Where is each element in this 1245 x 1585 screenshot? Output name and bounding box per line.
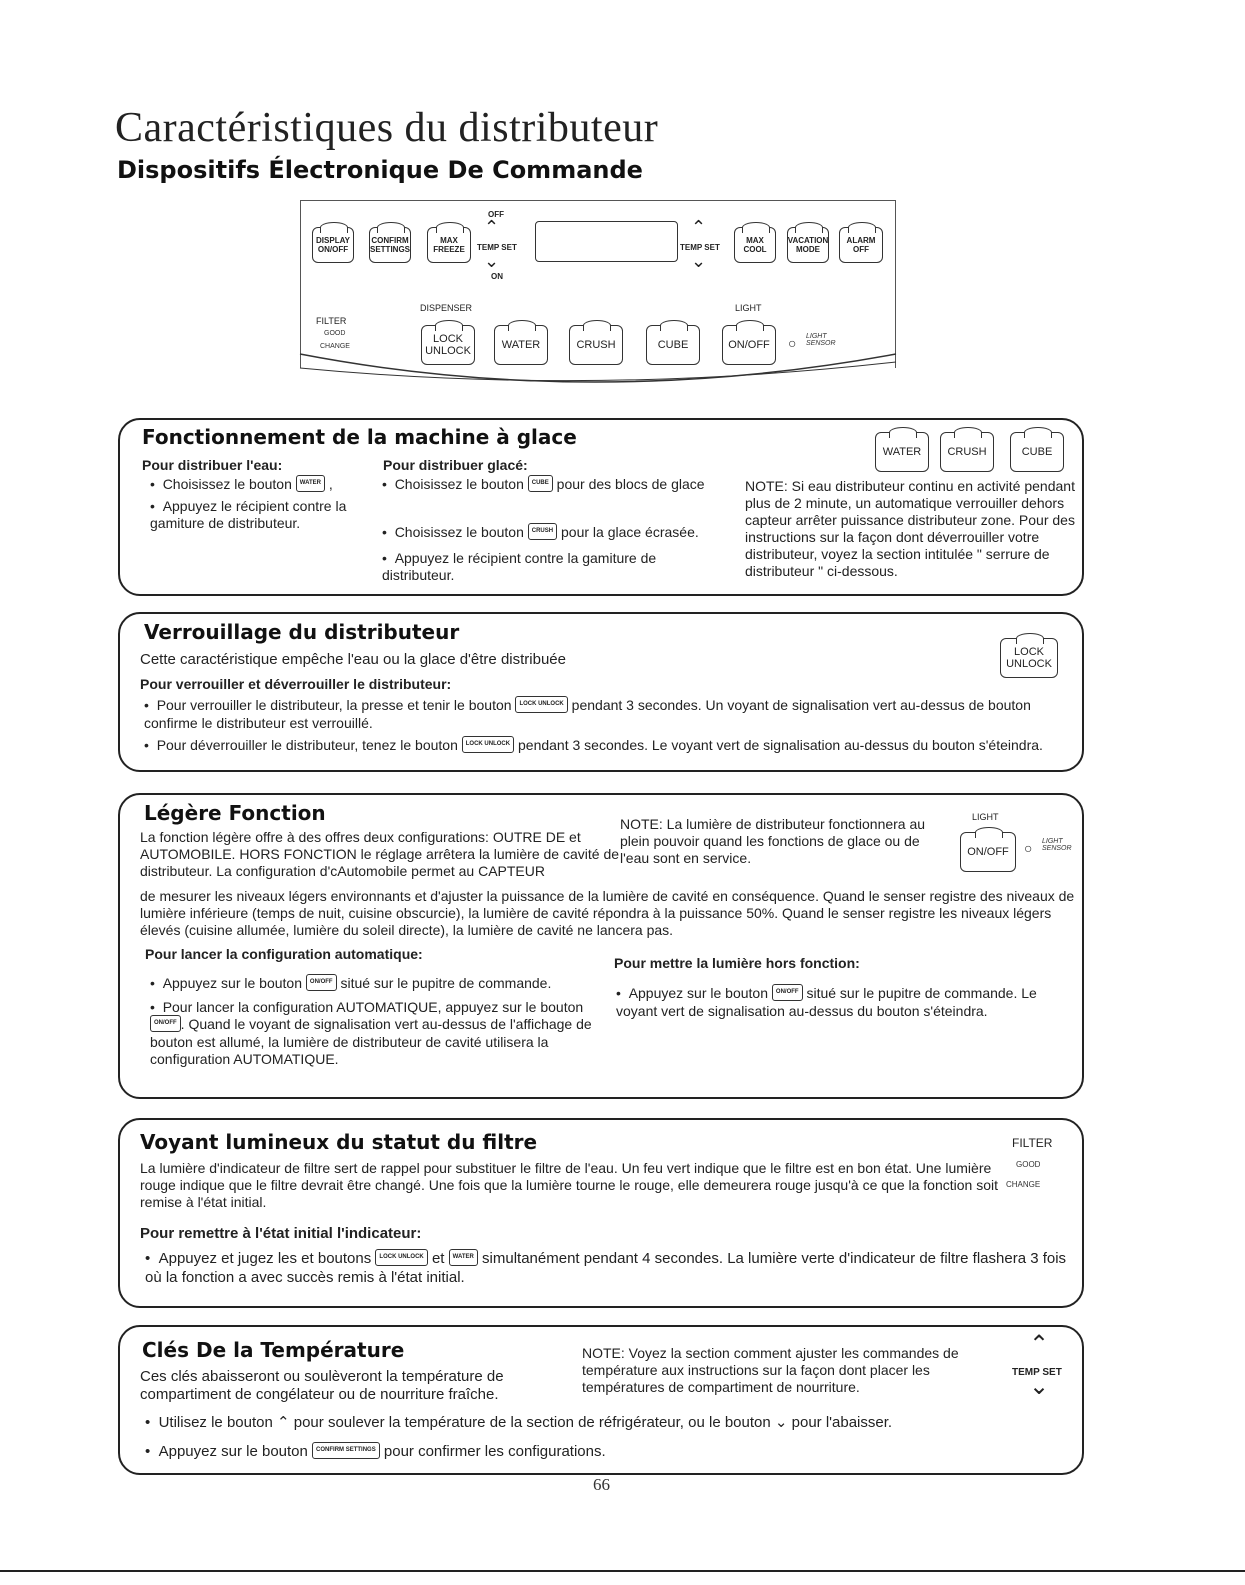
dispenser-lock-bullet-1: • Pour verrouiller le distributeur, la presse et tenir le bouton LOCK UNLOCK pendant 3 secondes. Un voyant de signalisation vert au-dessus de bouton confirme le distributeur est verrouillé. bbox=[144, 697, 1031, 731]
lock-unlock-icon: LOCK UNLOCK bbox=[375, 1249, 427, 1266]
page-subtitle: Dispositifs Électronique De Commande bbox=[117, 156, 643, 184]
light-sensor-icon: ○ bbox=[1024, 840, 1033, 856]
section-dispenser-lock-heading: Verrouillage du distributeur bbox=[144, 620, 460, 644]
cube-button[interactable]: CUBE bbox=[646, 325, 700, 365]
good-label: GOOD bbox=[324, 330, 346, 337]
dispenser-label: DISPENSER bbox=[420, 303, 473, 313]
light-function-paragraph-1: La fonction légère offre à des offres deux configurations: OUTRE DE et AUTOMOBILE. HORS FONCTION le réglage arrêtera la lumière de cavité de distributeur. La configuration d'cAutomobile permet au CAPTEUR bbox=[140, 829, 620, 879]
lock-unlock-icon: LOCK UNLOCK bbox=[1000, 638, 1058, 678]
section-ice-machine-heading: Fonctionnement de la machine à glace bbox=[142, 425, 577, 449]
temperature-keys-bullet-1: • Utilisez le bouton ⌃ pour soulever la température de la section de réfrigérateur, ou le bouton ⌄ pour l'abaisser. bbox=[145, 1414, 893, 1431]
ice-bullet-3: • Appuyez le récipient contre la gamiture de distributeur. bbox=[382, 550, 657, 583]
down-arrow-icon[interactable]: ⌄ bbox=[691, 251, 707, 271]
good-label: GOOD bbox=[1016, 1160, 1041, 1169]
crush-icon: CRUSH bbox=[528, 523, 557, 540]
section-filter-status-heading: Voyant lumineux du statut du filtre bbox=[140, 1130, 538, 1154]
filter-label: FILTER bbox=[1012, 1136, 1053, 1150]
change-label: CHANGE bbox=[320, 343, 350, 350]
vacation-mode-button[interactable]: VACATION MODE bbox=[787, 227, 829, 263]
filter-reset-title: Pour remettre à l'état initial l'indicateur: bbox=[140, 1225, 422, 1242]
light-onoff-icon: ON/OFF bbox=[772, 984, 803, 1001]
dispenser-lock-subtitle: Pour verrouiller et déverrouiller le distributeur: bbox=[140, 676, 452, 692]
page-number: 66 bbox=[593, 1475, 610, 1494]
lock-unlock-icon: LOCK UNLOCK bbox=[515, 696, 567, 713]
temperature-keys-bullet-2: • Appuyez sur le bouton CONFIRM SETTINGS pour confirmer les configurations. bbox=[145, 1443, 606, 1460]
filter-status-paragraph: La lumière d'indicateur de filtre sert de rappel pour substituer le filtre de l'eau. Un feu vert indique que le filtre est en bon état. Une lumière rouge indique que le filtre devrait être changé. Une fois que la lumière tourne le rouge, elle demeurera rouge jusqu'à ce que la fonction soit remise à l'état initial. bbox=[140, 1160, 998, 1210]
up-arrow-icon: ⌃ bbox=[1029, 1331, 1050, 1358]
water-button[interactable]: WATER bbox=[494, 325, 548, 365]
lcd-display bbox=[535, 221, 678, 262]
light-function-paragraph-2: de mesurer les niveaux légers environnants et d'ajuster la puissance de la lumière de cavité en conséquence. Quand le senser registre des niveaux de lumière inférieure (temps de nuit, cuisine obscurcie), la lumière de cavité répondra à la puissance 50%. Quand le senser registre les niveaux légers élevés (cuisine allumée, lumière du soleil directe), la lumière de cavité ne lancera pas. bbox=[140, 888, 1075, 938]
down-arrow-icon[interactable]: ⌄ bbox=[484, 251, 500, 271]
crush-icon: CRUSH bbox=[940, 432, 994, 472]
up-arrow-icon[interactable]: ⌃ bbox=[484, 217, 500, 237]
dispenser-lock-intro: Cette caractéristique empêche l'eau ou la glace d'être distribuée bbox=[140, 651, 566, 668]
max-cool-button[interactable]: MAX COOL bbox=[734, 227, 776, 263]
up-arrow-icon[interactable]: ⌃ bbox=[691, 217, 707, 237]
auto-config-title: Pour lancer la configuration automatique: bbox=[145, 946, 423, 962]
temperature-keys-note: NOTE: Voyez la section comment ajuster les commandes de température aux instructions sur la façon dont placer les températures de compartiment de nourriture. bbox=[582, 1345, 959, 1395]
section-ice-machine-note: NOTE: Si eau distributeur continu en activité pendant plus de 2 minute, un automatique verrouiller dehors capteur arrêter puissance distributeur zone. Pour des instructions sur la façon dont déverrouiller votre distributeur, voyez la section intitulée " serrure de distributeur " ci-dessous. bbox=[745, 478, 1075, 579]
page-bottom-rule bbox=[0, 1570, 1245, 1572]
ice-bullet-1: • Choisissez le bouton CUBE pour des blocs de glace bbox=[382, 476, 705, 492]
auto-config-bullet-1: • Appuyez sur le bouton ON/OFF situé sur le pupitre de commande. bbox=[150, 975, 552, 991]
ice-bullet-2: • Choisissez le bouton CRUSH pour la glace écrasée. bbox=[382, 524, 699, 540]
cube-icon: CUBE bbox=[528, 475, 553, 492]
temperature-keys-paragraph: Ces clés abaisseront ou soulèveront la température de compartiment de congélateur ou de nourriture fraîche. bbox=[140, 1368, 504, 1403]
light-onoff-button[interactable]: ON/OFF bbox=[722, 325, 776, 365]
light-function-note: NOTE: La lumière de distributeur fonctionnera au plein pouvoir quand les fonctions de glace ou de l'eau sont en service. bbox=[620, 816, 926, 866]
confirm-settings-button[interactable]: CONFIRM SETTINGS bbox=[369, 227, 411, 263]
off-label: OFF bbox=[488, 210, 504, 219]
light-sensor-label: LIGHT SENSOR bbox=[806, 333, 836, 347]
water-icon: WATER bbox=[875, 432, 929, 472]
max-freeze-button[interactable]: MAX FREEZE bbox=[427, 227, 471, 263]
water-title: Pour distribuer l'eau: bbox=[142, 457, 283, 473]
auto-config-bullet-2: • Pour lancer la configuration AUTOMATIQUE, appuyez sur le bouton ON/OFF . Quand le voyant de signalisation vert au-dessus de l'affichage de bouton est allumé, la lumière de distributeur de cavité utilisera la configuration AUTOMATIQUE. bbox=[150, 999, 592, 1067]
light-sensor-label: LIGHT SENSOR bbox=[1042, 838, 1072, 852]
filter-label: FILTER bbox=[316, 316, 347, 326]
light-onoff-icon: ON/OFF bbox=[960, 832, 1016, 872]
temp-set-right-label: TEMP SET bbox=[680, 243, 720, 252]
section-temperature-keys-heading: Clés De la Température bbox=[142, 1338, 405, 1362]
temp-set-label: TEMP SET bbox=[1012, 1367, 1062, 1378]
light-sensor-icon: ○ bbox=[788, 335, 797, 351]
water-icon: WATER bbox=[449, 1249, 478, 1266]
lock-unlock-icon: LOCK UNLOCK bbox=[462, 736, 514, 753]
light-label: LIGHT bbox=[735, 303, 762, 313]
filter-reset-bullet: • Appuyez et jugez les et boutons LOCK UNLOCK et WATER simultanément pendant 4 secondes. La lumière verte d'indicateur de filtre flashera 3 fois où la fonction a avec succès remis à l'état initial. bbox=[145, 1250, 1067, 1286]
water-bullet-1: • Choisissez le bouton WATER , bbox=[150, 476, 333, 492]
on-label: ON bbox=[491, 272, 503, 281]
down-arrow-icon: ⌄ bbox=[774, 1414, 788, 1431]
light-off-title: Pour mettre la lumière hors fonction: bbox=[614, 955, 860, 971]
change-label: CHANGE bbox=[1006, 1180, 1041, 1189]
ice-title: Pour distribuer glacé: bbox=[383, 457, 528, 473]
page-title: Caractéristiques du distributeur bbox=[115, 105, 659, 151]
confirm-settings-icon: CONFIRM SETTINGS bbox=[312, 1442, 380, 1459]
light-label: LIGHT bbox=[972, 812, 999, 822]
down-arrow-icon: ⌄ bbox=[1029, 1373, 1050, 1400]
section-light-function-heading: Légère Fonction bbox=[144, 801, 326, 825]
light-onoff-icon: ON/OFF bbox=[150, 1015, 181, 1032]
dispenser-lock-bullet-2: • Pour déverrouiller le distributeur, tenez le bouton LOCK UNLOCK pendant 3 secondes. Le voyant vert de signalisation au-dessus du bouton s'éteindra. bbox=[144, 737, 1043, 753]
water-bullet-2: • Appuyez le récipient contre la gamiture de distributeur. bbox=[150, 498, 347, 531]
display-onoff-button[interactable]: DISPLAY ON/OFF bbox=[312, 227, 354, 263]
light-off-bullet-1: • Appuyez sur le bouton ON/OFF situé sur le pupitre de commande. Le voyant vert de signalisation au-dessus du bouton s'éteindra. bbox=[616, 985, 1037, 1019]
up-arrow-icon: ⌃ bbox=[277, 1414, 290, 1431]
water-icon: WATER bbox=[296, 475, 325, 492]
temp-set-left-label: TEMP SET bbox=[477, 243, 517, 252]
alarm-off-button[interactable]: ALARM OFF bbox=[839, 227, 883, 263]
light-onoff-icon: ON/OFF bbox=[306, 974, 337, 991]
lock-unlock-button[interactable]: LOCK UNLOCK bbox=[421, 325, 475, 365]
cube-icon: CUBE bbox=[1010, 432, 1064, 472]
crush-button[interactable]: CRUSH bbox=[569, 325, 623, 365]
